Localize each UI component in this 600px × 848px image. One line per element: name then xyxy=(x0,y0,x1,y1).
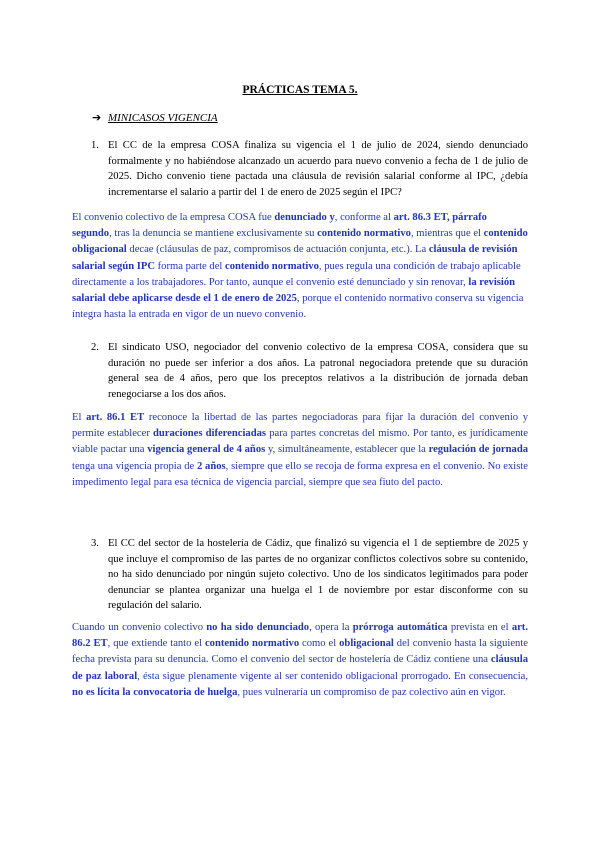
answer-3-text: del convenio hasta la siguiente fecha prevista para su denuncia. Como el convenio del sector de hostelería de Cádiz contiene una xyxy=(72,638,528,666)
answer-1-emphasis: art. 86.3 ET, párrafo segundo xyxy=(72,212,487,240)
answer-3-text: Cuando un convenio colectivo xyxy=(72,622,207,633)
answer-1-text: , conforme al xyxy=(334,212,394,223)
page-title: PRÁCTICAS TEMA 5. xyxy=(242,84,358,96)
answer-2-emphasis: regulación de jornada xyxy=(428,444,529,456)
answer-2-emphasis: duraciones diferenciadas xyxy=(153,428,267,440)
answer-2-text: para partes concretas del mismo. Por tanto, es jurídicamente viable pactar una xyxy=(72,428,529,456)
answer-3-emphasis: contenido normativo xyxy=(204,638,300,650)
answer-2-emphasis: 2 años xyxy=(196,460,226,472)
answer-1-emphasis: contenido obligacional xyxy=(72,228,528,256)
question-1-text: El CC de la empresa COSA finaliza su vigencia el 1 de julio de 2024, siendo denunciado formalmente y no habiéndose alcanzado un acuerdo para nuevo convenio a fecha de 1 de julio de 2025. Dicho convenio tiene pactada una cláusula de revisión salarial conforme al IPC, ¿debía incrementarse el salario a partir del 1 de enero de 2025 según el IPC? xyxy=(108,140,528,198)
question-3-number: 3. xyxy=(91,538,99,549)
answer-3-text: , opera la xyxy=(309,622,353,633)
question-1-number: 1. xyxy=(91,140,99,151)
answer-1-emphasis: la revisión salarial debe aplicarse desde el 1 de enero de 2025 xyxy=(72,276,516,305)
question-2 xyxy=(91,340,528,402)
answer-2 xyxy=(72,410,528,491)
answer-3-emphasis: no es lícita la convocatoria de huelga xyxy=(72,686,238,698)
answer-1-emphasis: cláusula de revisión salarial según IPC xyxy=(72,244,518,272)
answer-2-emphasis: art. 86.1 ET xyxy=(86,412,145,423)
answer-3-emphasis: no ha sido denunciado xyxy=(206,622,310,633)
answer-3-emphasis: obligacional xyxy=(339,638,394,650)
answer-1-text: , pues regula una condición de trabajo aplicable directamente a los trabajadores. Por tanto, aunque el convenio esté denunciado y sin renovar, xyxy=(72,260,521,288)
section-subheading xyxy=(92,111,218,124)
answer-2-text: tenga una vigencia propia de xyxy=(72,460,197,472)
answer-3-emphasis: prórroga automática xyxy=(352,622,448,633)
answer-1-text: El convenio colectivo de la empresa COSA fue xyxy=(72,212,275,223)
question-2-number: 2. xyxy=(91,342,99,353)
question-3 xyxy=(91,536,528,614)
answer-1-emphasis: denunciado y xyxy=(274,212,335,223)
arrow-bullet-icon: ➔ xyxy=(92,111,102,124)
answer-1-text: decae (cláusulas de paz, compromisos de actuación conjunta, etc.). La xyxy=(126,244,429,256)
answer-1-text: , porque el contenido normativo conserva su vigencia íntegra hasta la entrada en vigor de un nuevo convenio. xyxy=(72,293,524,321)
answer-1-text: , mientras que el xyxy=(410,228,484,240)
answer-3-text: prevista en el xyxy=(447,622,512,633)
answer-1-emphasis: contenido normativo xyxy=(317,228,411,240)
answer-2-text: y, simultáneamente, establecer que la xyxy=(265,444,429,456)
answer-3-text: como el xyxy=(299,638,340,650)
answer-3-text: , ésta sigue plenamente vigente al ser contenido obligacional prorrogado. En consecuencia, xyxy=(137,670,528,682)
answer-3-text: , pues vulneraría un compromiso de paz colectivo aún en vigor. xyxy=(237,686,506,698)
answer-3 xyxy=(72,620,528,701)
answer-2-text: El xyxy=(72,412,87,423)
question-1 xyxy=(91,138,528,200)
answer-1 xyxy=(72,210,528,323)
question-2-text: El sindicato USO, negociador del convenio colectivo de la empresa COSA, considera que su duración no puede ser inferior a dos años. La patronal negociadora pretende que su duración general sea de 4 años, pero que los preceptos relativos a la distribución de jornada deban renegociarse a los dos años. xyxy=(108,342,528,400)
answer-2-text: reconoce la libertad de las partes negociadoras para fijar la duración del convenio y permite establecer xyxy=(72,412,528,440)
answer-3-text: , que extiende tanto el xyxy=(107,638,205,650)
answer-2-text: , siempre que ello se recoja de forma expresa en el convenio. No existe impedimento legal para esa técnica de vigencia parcial, siempre que sea fiuto del pacto. xyxy=(72,460,528,488)
answer-3-emphasis: cláusula de paz laboral xyxy=(72,654,528,682)
answer-1-text: , tras la denuncia se mantiene exclusivamente su xyxy=(109,228,318,240)
answer-1-text: forma parte del xyxy=(155,260,226,272)
answer-1-emphasis: contenido normativo xyxy=(225,260,319,272)
question-3-text: El CC del sector de la hostelería de Cádiz, que finalizó su vigencia el 1 de septiembre de 2025 y que incluye el compromiso de las partes de no organizar conflictos colectivos sobre su contenido, no ha sido denunciado por ningún sujeto colectivo. Uno de los sindicatos legitimados para poder denunciar se plantea organizar una huelga el 1 de noviembre por estar disconforme con su regulación del salario. xyxy=(108,538,528,612)
subheading-label: MINICASOS VIGENCIA xyxy=(107,112,218,124)
answer-2-emphasis: vigencia general de 4 años xyxy=(147,444,266,456)
answer-3-emphasis: art. 86.2 ET xyxy=(72,622,528,650)
